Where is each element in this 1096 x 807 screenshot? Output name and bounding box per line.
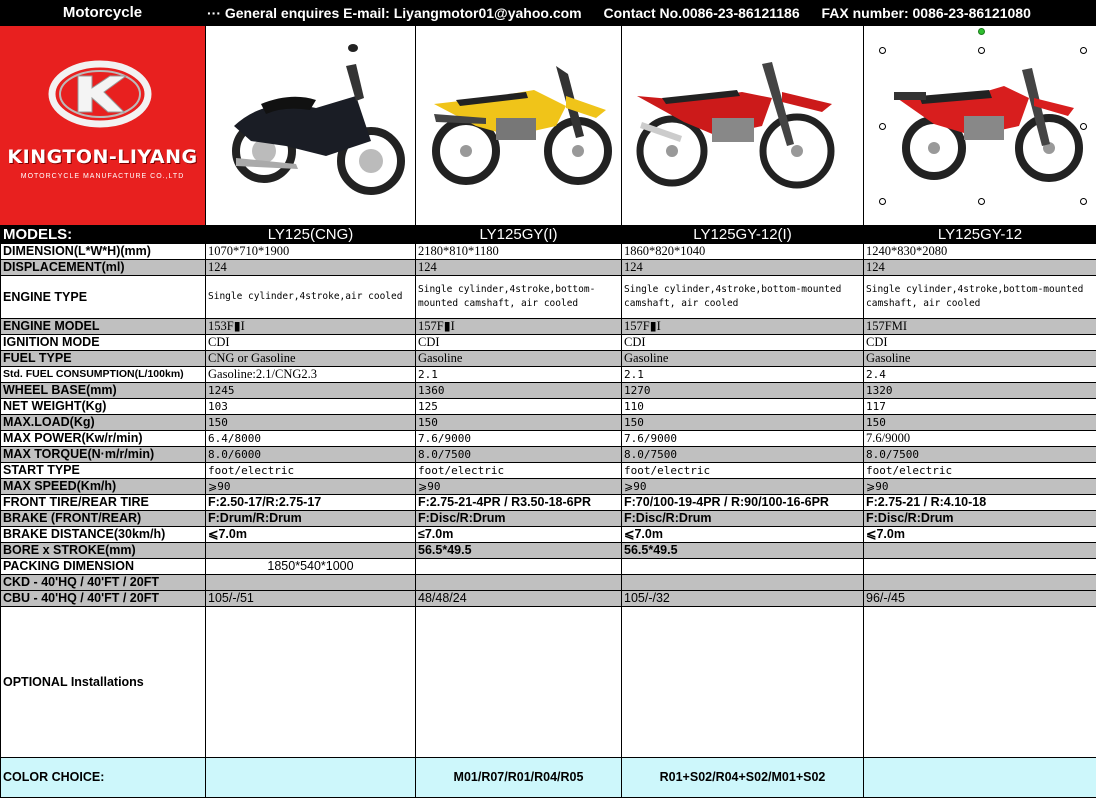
cell xyxy=(864,559,1096,575)
row-label: DIMENSION(L*W*H)(mm) xyxy=(1,244,206,260)
row-label: MAX POWER(Kw/r/min) xyxy=(1,431,206,447)
cell: 7.6/9000 xyxy=(416,431,622,447)
photo-ly125gy-i[interactable] xyxy=(415,26,622,225)
row-fuel-type xyxy=(1,351,1096,367)
model-name: LY125GY(I) xyxy=(416,226,622,244)
email-text[interactable]: ··· General enquires E-mail: Liyangmotor01@yahoo.com xyxy=(207,5,582,21)
cell: foot/electric xyxy=(864,463,1096,479)
cell xyxy=(206,607,416,758)
cell: F:2.75-21 / R:4.10-18 xyxy=(864,495,1096,511)
cell: ⩾90 xyxy=(206,479,416,495)
row-label: MAX TORQUE(N·m/r/min) xyxy=(1,447,206,463)
cell: 8.0/7500 xyxy=(416,447,622,463)
resize-handle[interactable] xyxy=(879,123,886,130)
cell: Single cylinder,4stroke,air cooled xyxy=(206,276,416,319)
cell: 8.0/6000 xyxy=(206,447,416,463)
cell: Single cylinder,4stroke,bottom-mounted camshaft, air cooled xyxy=(622,276,864,319)
row-packing xyxy=(1,559,1096,575)
cell: F:Drum/R:Drum xyxy=(206,511,416,527)
cell: F:2.75-21-4PR / R3.50-18-6PR xyxy=(416,495,622,511)
cell: 56.5*49.5 xyxy=(416,543,622,559)
row-label: MAX.LOAD(Kg) xyxy=(1,415,206,431)
row-label: Std. FUEL CONSUMPTION(L/100km) xyxy=(1,367,206,383)
row-engine-type xyxy=(1,276,1096,319)
cell: 110 xyxy=(622,399,864,415)
row-label: BORE x STROKE(mm) xyxy=(1,543,206,559)
row-label: DISPLACEMENT(ml) xyxy=(1,260,206,276)
cell: 103 xyxy=(206,399,416,415)
cell: 56.5*49.5 xyxy=(622,543,864,559)
cell: 157F▮I xyxy=(416,319,622,335)
category-title: Motorcycle xyxy=(62,4,143,21)
spec-table xyxy=(0,225,1096,798)
cell: CDI xyxy=(206,335,416,351)
cell xyxy=(416,607,622,758)
cell: Gasoline xyxy=(864,351,1096,367)
cell: R01+S02/R04+S02/M01+S02 xyxy=(622,758,864,798)
black-scooter-motorcycle-icon xyxy=(206,26,416,225)
cell: 2.1 xyxy=(416,367,622,383)
cell: ⩽7.0m xyxy=(206,527,416,543)
kl-emblem-icon xyxy=(0,26,205,146)
cell: 157FMI xyxy=(864,319,1096,335)
row-brake xyxy=(1,511,1096,527)
row-label: CBU - 40'HQ / 40'FT / 20FT xyxy=(1,591,206,607)
row-max-torque xyxy=(1,447,1096,463)
cell: 1240*830*2080 xyxy=(864,244,1096,260)
cell: 1245 xyxy=(206,383,416,399)
cell: 7.6/9000 xyxy=(864,431,1096,447)
models-label: MODELS: xyxy=(1,226,206,244)
cell: 1270 xyxy=(622,383,864,399)
cell: Gasoline xyxy=(416,351,622,367)
cell xyxy=(864,758,1096,798)
contact-info xyxy=(207,0,1049,26)
cell xyxy=(416,575,622,591)
cell: Gasoline xyxy=(622,351,864,367)
cell: 157F▮I xyxy=(622,319,864,335)
cell: 125 xyxy=(416,399,622,415)
row-label: IGNITION MODE xyxy=(1,335,206,351)
resize-handle[interactable] xyxy=(1080,47,1087,54)
row-fuel-consumption xyxy=(1,367,1096,383)
cell: F:70/100-19-4PR / R:90/100-16-6PR xyxy=(622,495,864,511)
photo-ly125gy-12-i[interactable] xyxy=(621,26,864,225)
row-dimension xyxy=(1,244,1096,260)
row-label: START TYPE xyxy=(1,463,206,479)
cell: F:2.50-17/R:2.75-17 xyxy=(206,495,416,511)
cell: 1070*710*1900 xyxy=(206,244,416,260)
brand-name: KINGTON-LIYANG xyxy=(7,146,198,168)
cell: ⩾90 xyxy=(622,479,864,495)
row-label: ENGINE MODEL xyxy=(1,319,206,335)
cell: F:Disc/R:Drum xyxy=(416,511,622,527)
cell: 6.4/8000 xyxy=(206,431,416,447)
cell: 2.1 xyxy=(622,367,864,383)
row-label: BRAKE DISTANCE(30km/h) xyxy=(1,527,206,543)
photo-ly125gy-12[interactable] xyxy=(863,26,1096,225)
cell xyxy=(864,575,1096,591)
row-max-load xyxy=(1,415,1096,431)
resize-handle[interactable] xyxy=(978,47,985,54)
cell: ⩾90 xyxy=(864,479,1096,495)
row-tires xyxy=(1,495,1096,511)
brand-tagline: MOTORCYCLE MANUFACTURE CO.,LTD xyxy=(20,173,185,180)
red-dirt-bike-icon xyxy=(622,26,864,225)
cell xyxy=(206,575,416,591)
row-bore-stroke xyxy=(1,543,1096,559)
cell: F:Disc/R:Drum xyxy=(622,511,864,527)
photo-ly125-cng[interactable] xyxy=(205,26,416,225)
cell: 124 xyxy=(416,260,622,276)
cell: 124 xyxy=(622,260,864,276)
cell: 96/-/45 xyxy=(864,591,1096,607)
cell: ≤7.0m xyxy=(416,527,622,543)
row-label: BRAKE (FRONT/REAR) xyxy=(1,511,206,527)
cell: CNG or Gasoline xyxy=(206,351,416,367)
row-max-speed xyxy=(1,479,1096,495)
cell xyxy=(864,543,1096,559)
cell: CDI xyxy=(864,335,1096,351)
cell xyxy=(416,559,622,575)
cell: 2180*810*1180 xyxy=(416,244,622,260)
cell: 105/-/51 xyxy=(206,591,416,607)
resize-handle[interactable] xyxy=(879,47,886,54)
cell xyxy=(622,607,864,758)
cell: 7.6/9000 xyxy=(622,431,864,447)
cell: F:Disc/R:Drum xyxy=(864,511,1096,527)
model-name: LY125GY-12(I) xyxy=(622,226,864,244)
row-optional xyxy=(1,607,1096,758)
cell xyxy=(622,575,864,591)
row-label: WHEEL BASE(mm) xyxy=(1,383,206,399)
header-bar xyxy=(0,0,1096,26)
cell: Single cylinder,4stroke,bottom-mounted camshaft, air cooled xyxy=(864,276,1096,319)
row-net-weight xyxy=(1,399,1096,415)
model-name: LY125GY-12 xyxy=(864,226,1096,244)
cell: 124 xyxy=(206,260,416,276)
row-cbu xyxy=(1,591,1096,607)
cell: ⩽7.0m xyxy=(864,527,1096,543)
yellow-dirt-bike-icon xyxy=(416,26,622,225)
resize-handle[interactable] xyxy=(1080,198,1087,205)
cell: 48/48/24 xyxy=(416,591,622,607)
row-wheel-base xyxy=(1,383,1096,399)
cell xyxy=(206,758,416,798)
row-engine-model xyxy=(1,319,1096,335)
row-label: OPTIONAL Installations xyxy=(1,607,206,758)
cell: 8.0/7500 xyxy=(864,447,1096,463)
cell: ⩾90 xyxy=(416,479,622,495)
cell: 1360 xyxy=(416,383,622,399)
model-name: LY125(CNG) xyxy=(206,226,416,244)
cell: foot/electric xyxy=(206,463,416,479)
row-label: FUEL TYPE xyxy=(1,351,206,367)
company-logo xyxy=(0,26,205,225)
cell: 2.4 xyxy=(864,367,1096,383)
cell: 105/-/32 xyxy=(622,591,864,607)
cell xyxy=(864,607,1096,758)
red-trail-bike-icon xyxy=(864,26,1096,225)
row-ignition xyxy=(1,335,1096,351)
cell xyxy=(622,559,864,575)
row-label: NET WEIGHT(Kg) xyxy=(1,399,206,415)
phone-text: Contact No.0086-23-86121186 xyxy=(603,5,800,21)
row-label: COLOR CHOICE: xyxy=(1,758,206,798)
fax-text: FAX number: 0086-23-86121080 xyxy=(821,5,1031,21)
row-start-type xyxy=(1,463,1096,479)
cell: 117 xyxy=(864,399,1096,415)
cell: 153F▮I xyxy=(206,319,416,335)
cell: 1850*540*1000 xyxy=(206,559,416,575)
cell xyxy=(206,543,416,559)
row-label: FRONT TIRE/REAR TIRE xyxy=(1,495,206,511)
cell: 150 xyxy=(622,415,864,431)
cell: foot/electric xyxy=(416,463,622,479)
resize-handle[interactable] xyxy=(1080,123,1087,130)
cell: ⩽7.0m xyxy=(622,527,864,543)
cell: Single cylinder,4stroke,bottom-mounted camshaft, air cooled xyxy=(416,276,622,319)
cell: 150 xyxy=(206,415,416,431)
cell: 8.0/7500 xyxy=(622,447,864,463)
cell: 124 xyxy=(864,260,1096,276)
cell: CDI xyxy=(622,335,864,351)
row-label: CKD - 40'HQ / 40'FT / 20FT xyxy=(1,575,206,591)
rotate-handle[interactable] xyxy=(978,28,985,35)
row-brake-distance xyxy=(1,527,1096,543)
cell: 150 xyxy=(864,415,1096,431)
row-max-power xyxy=(1,431,1096,447)
row-label: MAX SPEED(Km/h) xyxy=(1,479,206,495)
cell: 1860*820*1040 xyxy=(622,244,864,260)
row-displacement xyxy=(1,260,1096,276)
cell: 150 xyxy=(416,415,622,431)
resize-handle[interactable] xyxy=(978,198,985,205)
photo-row xyxy=(0,26,1096,225)
row-label: ENGINE TYPE xyxy=(1,276,206,319)
models-row xyxy=(1,226,1096,244)
cell: CDI xyxy=(416,335,622,351)
cell: M01/R07/R01/R04/R05 xyxy=(416,758,622,798)
resize-handle[interactable] xyxy=(879,198,886,205)
row-color-choice xyxy=(1,758,1096,798)
row-ckd xyxy=(1,575,1096,591)
cell: 1320 xyxy=(864,383,1096,399)
cell: Gasoline:2.1/CNG2.3 xyxy=(206,367,416,383)
cell: foot/electric xyxy=(622,463,864,479)
row-label: PACKING DIMENSION xyxy=(1,559,206,575)
